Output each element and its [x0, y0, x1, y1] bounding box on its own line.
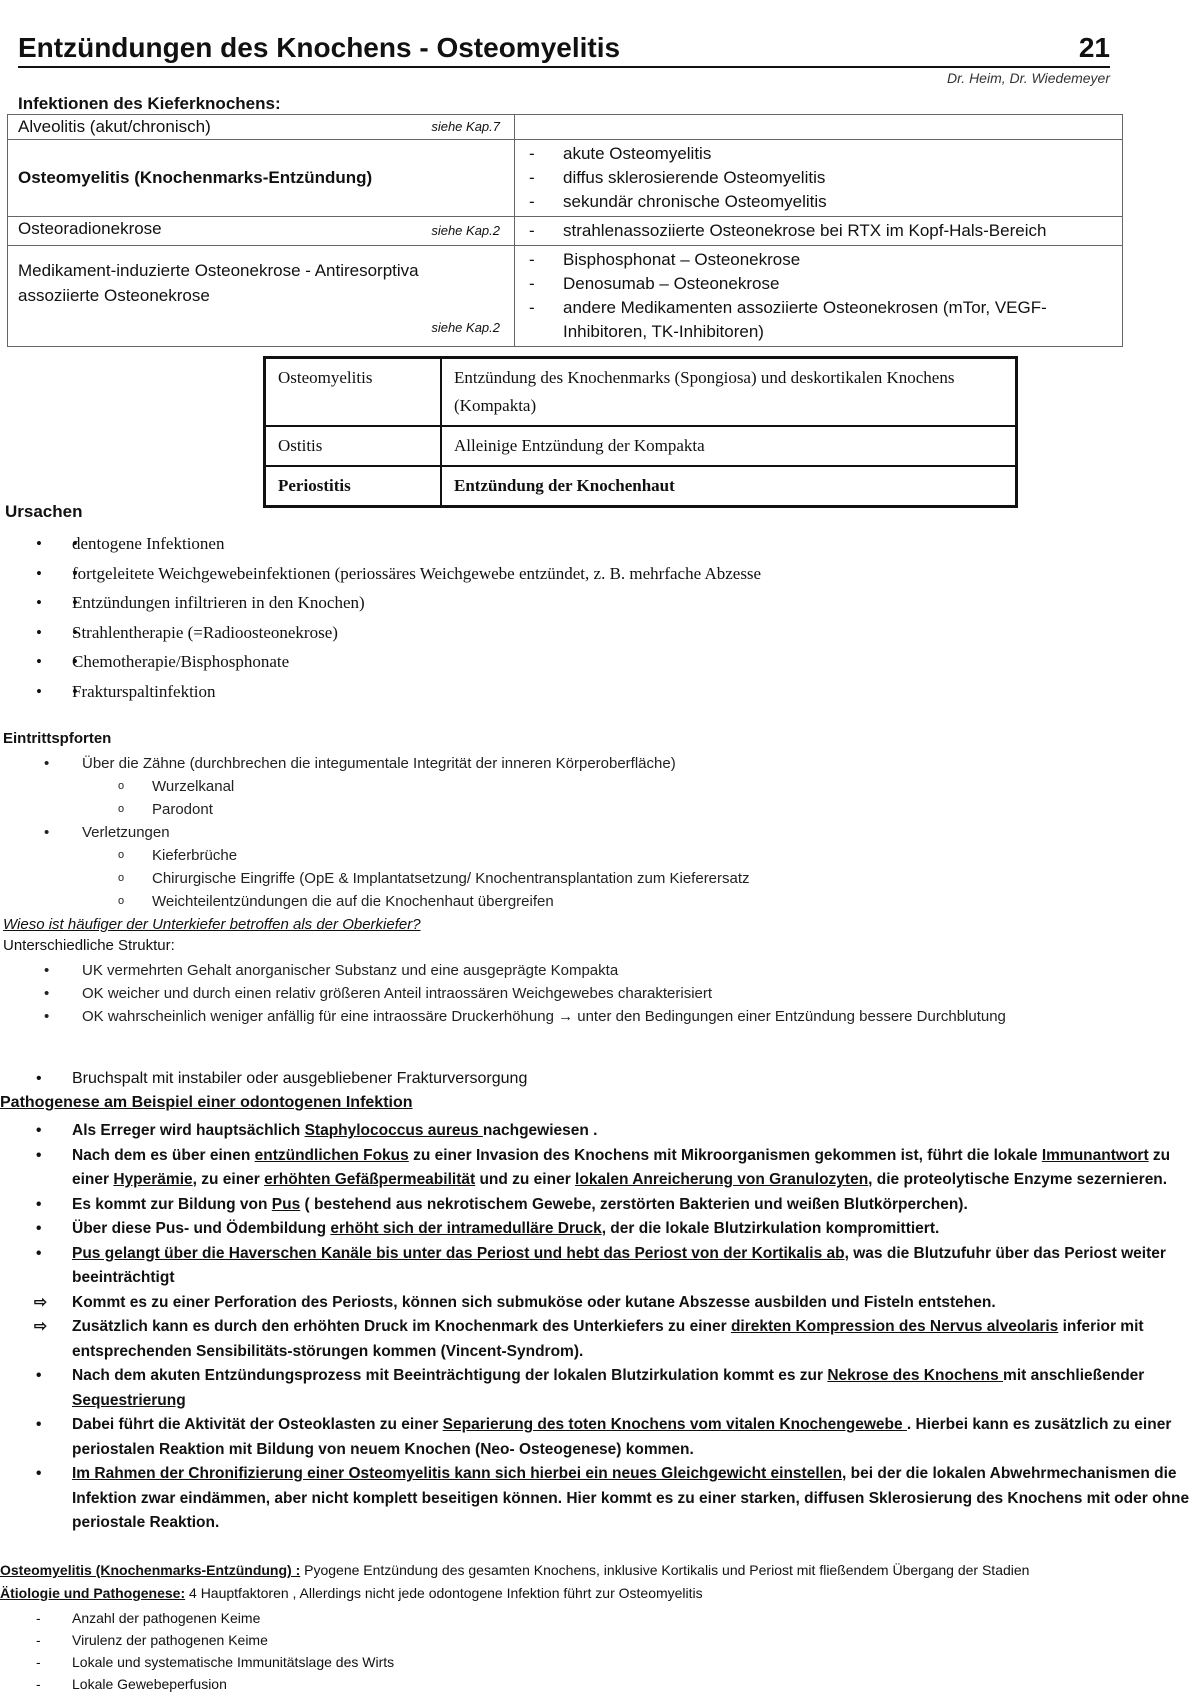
list-item: • • Frakturspaltinfektion — [0, 677, 1190, 707]
entry-heading: Eintrittspforten — [3, 730, 112, 747]
infection-table — [7, 114, 1123, 347]
table-cell-left — [8, 140, 515, 217]
arrow-icon: ⇨ — [34, 1293, 47, 1311]
table-cell-left — [8, 246, 515, 347]
list-item: • • dentogene Infektionen — [0, 529, 1190, 559]
list-item: • Pus gelangt über die Haverschen Kanäle bis unter das Periost und hebt das Periost von der Kortikalis ab, was die Blutzufuhr über das Periost weiter beeinträchtigt — [36, 1244, 1166, 1286]
list-item: • Nach dem es über einen entzündlichen Fokus zu einer Invasion des Knochens mit Mikroorganismen gekommen ist, führt die lokale Immunantwort zu einer Hyperämie, zu einer erhöhten Gefäßpermeabilität und zu einer lokalen Anreicherung von Granulozyten, die proteolytische Enzyme sezernieren. — [36, 1146, 1171, 1188]
arrow-icon: ⇨ — [34, 1318, 47, 1335]
list-item: • Nach dem akuten Entzündungsprozess mit Beeinträchtigung der lokalen Blutzirkulation kommt es zur Nekrose des Knochens mit anschließender Sequestrierung — [36, 1367, 1145, 1409]
list-item: - diffus sklerosierende Osteomyelitis — [525, 166, 1112, 190]
etiology-line: Ätiologie und Pathogenese: 4 Hauptfaktoren , Allerdings nicht jede odontogene Infektion führt zur Osteomyelitis — [0, 1585, 703, 1601]
page-number: 21 — [1078, 32, 1110, 63]
term-cell: Periostitis — [265, 466, 442, 507]
subtype-list — [525, 219, 1112, 243]
list-item: - strahlenassoziierte Osteonekrose bei RTX im Kopf-Hals-Bereich — [525, 219, 1112, 243]
pathogenesis-list — [0, 1119, 1190, 1536]
list-item: • Über die Zähne (durchbrechen die integumentale Integrität der inneren Körperoberfläche) — [44, 755, 676, 772]
list-item: • UK vermehrten Gehalt anorganischer Substanz und eine ausgeprägte Kompakta — [44, 962, 619, 979]
table-cell-right — [515, 246, 1123, 347]
page-header — [18, 32, 1110, 68]
subtype-list — [525, 142, 1112, 214]
table-cell-left — [8, 217, 515, 246]
row-label: Medikament-induzierte Osteonekrose - Antiresorptiva assoziierte Osteonekrose — [18, 261, 419, 305]
list-item: - Lokale und systematische Immunitätslage des Wirts — [36, 1654, 395, 1670]
list-item: • Verletzungen — [44, 824, 170, 841]
table-cell-right — [515, 115, 1123, 140]
table-row — [265, 466, 1017, 507]
row-label: Alveolitis (akut/chronisch) — [18, 117, 211, 136]
list-item: • Dabei führt die Aktivität der Osteoklasten zu einer Separierung des toten Knochens vom vitalen Knochengewebe . Hierbei kann es zusätzlich zu einer periostalen Reaktion mit Bildung von neuem Knochen (Neo- Osteogenese) kommen. — [36, 1416, 1172, 1458]
list-item: - Denosumab – Osteonekrose — [525, 272, 1112, 296]
question-list — [0, 959, 1100, 1028]
pathogenesis-heading: Pathogenese am Beispiel einer odontogenen Infektion — [0, 1094, 413, 1111]
list-item: • Über diese Pus- und Ödembildung erhöht sich der intramedulläre Druck, der die lokale Blutzirkulation kompromittiert. — [36, 1220, 940, 1237]
causes-list — [0, 529, 1190, 707]
table-row — [8, 140, 1123, 217]
list-item: o Parodont — [118, 801, 213, 818]
list-item: o Chirurgische Eingriffe (OpE & Implantatsetzung/ Knochentransplantation zum Kieferersatz — [118, 870, 750, 887]
etiology-list — [0, 1607, 1000, 1695]
table-cell-right — [515, 217, 1123, 246]
list-item: - sekundär chronische Osteomyelitis — [525, 190, 1112, 214]
fracture-item: • Bruchspalt mit instabiler oder ausgebliebener Frakturversorgung — [36, 1070, 528, 1087]
table-row — [8, 246, 1123, 347]
definition-cell: Entzündung des Knochenmarks (Spongiosa) und deskortikalen Knochens (Kompakta) — [441, 358, 1017, 427]
chapter-reference: siehe Kap.2 — [431, 320, 500, 335]
list-item: • OK weicher und durch einen relativ größeren Anteil intraossären Weichgewebes charakterisiert — [44, 985, 713, 1002]
list-item: • Als Erreger wird hauptsächlich Staphylococcus aureus nachgewiesen . — [36, 1122, 598, 1139]
definition-cell: Entzündung der Knochenhaut — [441, 466, 1017, 507]
list-item: • Es kommt zur Bildung von Pus ( bestehend aus nekrotischem Gewebe, zerstörten Bakterien und weißen Blutkörperchen). — [36, 1195, 968, 1213]
term-cell: Ostitis — [265, 426, 442, 466]
list-item: • • Entzündungen infiltrieren in den Knochen) — [0, 588, 1190, 618]
subtype-list — [525, 248, 1112, 344]
table-row — [265, 358, 1017, 427]
list-item: • OK wahrscheinlich weniger anfällig für eine intraossäre Druckerhöhung → unter den Bedingungen einer Entzündung bessere Durchblutung — [44, 1008, 1006, 1025]
definition-cell: Alleinige Entzündung der Kompakta — [441, 426, 1017, 466]
table-row — [265, 426, 1017, 466]
list-item: • Im Rahmen der Chronifizierung einer Osteomyelitis kann sich hierbei ein neues Gleichgewicht einstellen, bei der die lokalen Abwehrmechanismen die Infektion zwar eindämmen, aber nicht komplett beseitigen können. Hier kommt es zu einer starken, diffusen Sklerosierung des Knochens mit oder ohne periostale Reaktion. — [36, 1465, 1190, 1531]
table-cell-right — [515, 140, 1123, 217]
infections-heading: Infektionen des Kieferknochens: — [18, 94, 281, 113]
list-item: • • Strahlentherapie (=Radioosteonekrose) — [0, 618, 1190, 648]
entry-section — [0, 752, 1190, 913]
list-item: o Kieferbrüche — [118, 847, 238, 864]
row-label: Osteoradionekrose — [18, 219, 162, 238]
list-item: - Lokale Gewebeperfusion — [36, 1676, 227, 1692]
list-item: - andere Medikamenten assoziierte Osteonekrosen (mTor, VEGF-Inhibitoren, TK-Inhibitoren) — [525, 296, 1112, 344]
list-item: - Bisphosphonat – Osteonekrose — [525, 248, 1112, 272]
question-heading: Wieso ist häufiger der Unterkiefer betroffen als der Oberkiefer? — [3, 916, 421, 933]
list-item: ⇨ Kommt es zu einer Perforation des Periosts, können sich submuköse oder kutane Abszesse ausbilden und Fisteln entstehen. — [0, 1291, 1190, 1316]
list-item: o Wurzelkanal — [118, 778, 235, 795]
authors: Dr. Heim, Dr. Wiedemeyer — [947, 70, 1110, 86]
list-item: - Anzahl der pathogenen Keime — [36, 1610, 261, 1626]
osteomyelitis-definition: Osteomyelitis (Knochenmarks-Entzündung) : Pyogene Entzündung des gesamten Knochens, inklusive Kortikalis und Periost mit fließendem Übergang der Stadien — [0, 1562, 1030, 1578]
list-item: - Virulenz der pathogenen Keime — [36, 1632, 268, 1648]
chapter-reference: siehe Kap.7 — [431, 119, 500, 134]
causes-heading: Ursachen — [5, 502, 83, 521]
table-cell-left — [8, 115, 515, 140]
list-item: • • Chemotherapie/Bisphosphonate — [0, 647, 1190, 677]
list-item: ⇨ Zusätzlich kann es durch den erhöhten Druck im Knochenmark des Unterkiefers zu einer direkten Kompression des Nervus alveolaris inferior mit entsprechenden Sensibilitäts-störungen kommen (Vincent-Syndrom). — [0, 1315, 1190, 1364]
chapter-reference: siehe Kap.2 — [431, 223, 500, 238]
question-intro: Unterschiedliche Struktur: — [3, 937, 175, 954]
term-cell: Osteomyelitis — [265, 358, 442, 427]
page-title: Entzündungen des Knochens - Osteomyelitis — [18, 32, 621, 63]
list-item: • • fortgeleitete Weichgewebeinfektionen (periossäres Weichgewebe entzündet, z. B. mehrfache Abzesse — [0, 559, 1190, 589]
table-row — [8, 115, 1123, 140]
row-label: Osteomyelitis (Knochenmarks-Entzündung) — [18, 168, 373, 187]
definition-table — [263, 356, 1018, 508]
table-row — [8, 217, 1123, 246]
list-item: o Weichteilentzündungen die auf die Knochenhaut übergreifen — [118, 893, 554, 910]
list-item: - akute Osteomyelitis — [525, 142, 1112, 166]
